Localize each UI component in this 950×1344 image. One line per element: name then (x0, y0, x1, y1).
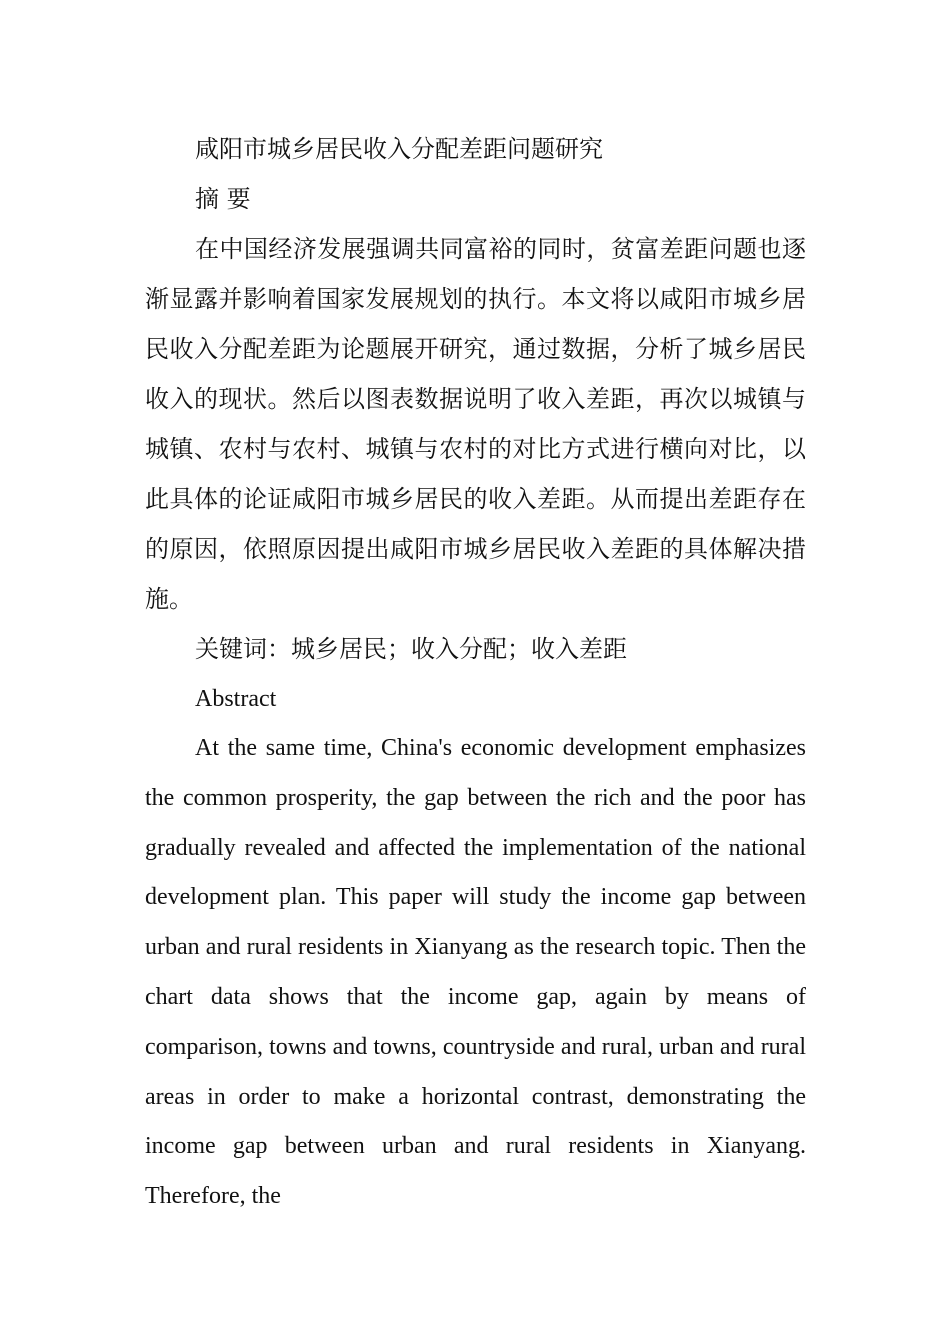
paper-title: 咸阳市城乡居民收入分配差距问题研究 (195, 135, 603, 163)
abstract-body-zh: 在中国经济发展强调共同富裕的同时，贫富差距问题也逐渐显露并影响着国家发展规划的执行。本文将以咸阳市城乡居民收入分配差距为论题展开研究，通过数据，分析了城乡居民收入的现状。然后以图表数据说明了收入差距，再次以城镇与城镇、农村与农村、城镇与农村的对比方式进行横向对比，以此具体的论证咸阳市城乡居民的收入差距。从而提出差距存在的原因，依照原因提出咸阳市城乡居民收入差距的具体解决措施。 (145, 235, 806, 613)
abstract-heading-zh: 摘 要 (195, 185, 251, 213)
document-page (145, 124, 806, 1222)
abstract-heading-en: Abstract (195, 686, 277, 712)
keywords-zh: 关键词：城乡居民；收入分配；收入差距 (195, 635, 627, 663)
abstract-body-en: At the same time, China's economic development emphasizes the common prosperity, the gap between the rich and the poor has gradually revealed and affected the implementation of the national development plan. This paper will study the income gap between urban and rural residents in Xianyang as the research topic. Then the chart data shows that the income gap, again by means of comparison, towns and towns, countryside and rural, urban and rural areas in order to make a horizontal contrast, demonstrating the income gap between urban and rural residents in Xianyang. Therefore, the (145, 735, 806, 1210)
